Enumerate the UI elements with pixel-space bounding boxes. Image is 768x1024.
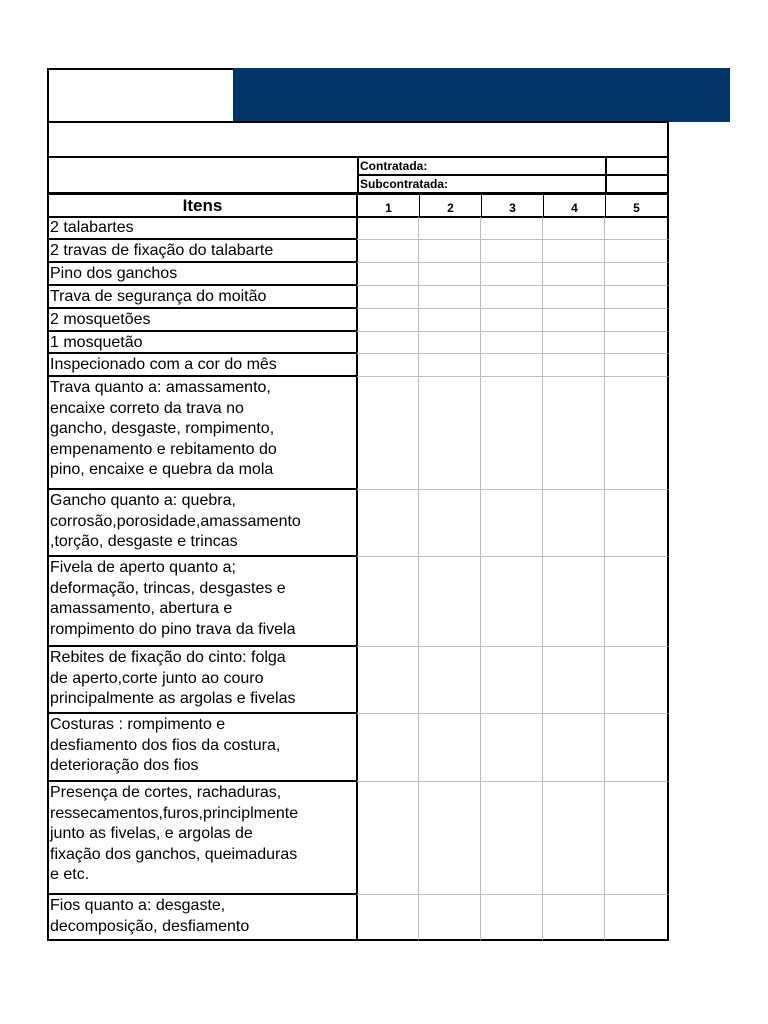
check-cell[interactable] — [419, 286, 481, 309]
item-label: Presença de cortes, rachaduras, ressecamentos,furos,principlmente junto as fivelas, e argolas de fixação dos ganchos, queimaduras e etc. — [47, 782, 358, 895]
check-cell[interactable] — [419, 217, 481, 240]
check-cell[interactable] — [605, 557, 669, 647]
check-cell[interactable] — [419, 354, 481, 377]
item-label: Pino dos ganchos — [47, 263, 358, 286]
check-cell[interactable] — [481, 354, 543, 377]
check-cell[interactable] — [357, 332, 419, 354]
check-cell[interactable] — [605, 263, 669, 286]
check-cell[interactable] — [605, 647, 669, 714]
check-cell[interactable] — [481, 714, 543, 782]
check-cell[interactable] — [543, 782, 605, 895]
contratada-label: Contratada: — [357, 156, 607, 176]
logo-area — [47, 68, 234, 123]
check-cell[interactable] — [419, 332, 481, 354]
check-cell[interactable] — [605, 490, 669, 557]
item-label: Costuras : rompimento e desfiamento dos fios da costura, deterioração dos fios — [47, 714, 358, 782]
check-cell[interactable] — [357, 286, 419, 309]
check-cell[interactable] — [481, 490, 543, 557]
check-cell[interactable] — [419, 490, 481, 557]
check-cell[interactable] — [543, 217, 605, 240]
check-cell[interactable] — [543, 309, 605, 332]
check-cell[interactable] — [481, 557, 543, 647]
check-cell[interactable] — [419, 377, 481, 490]
check-cell[interactable] — [419, 240, 481, 263]
subcontratada-value[interactable] — [605, 174, 669, 194]
check-cell[interactable] — [357, 354, 419, 377]
item-label: 2 travas de fixação do talabarte — [47, 240, 358, 263]
item-label: Fivela de aperto quanto a; deformação, trincas, desgastes e amassamento, abertura e rompimento do pino trava da fivela — [47, 557, 358, 647]
check-cell[interactable] — [419, 309, 481, 332]
check-cell[interactable] — [419, 647, 481, 714]
item-label: Fios quanto a: desgaste, decomposição, desfiamento — [47, 895, 358, 941]
check-cell[interactable] — [481, 263, 543, 286]
check-cell[interactable] — [481, 309, 543, 332]
item-label: Trava quanto a: amassamento, encaixe correto da trava no gancho, desgaste, rompimento, empenamento e rebitamento do pino, encaixe e quebra da mola — [47, 377, 358, 490]
item-label: Trava de segurança do moitão — [47, 286, 358, 309]
check-cell[interactable] — [419, 263, 481, 286]
check-cell[interactable] — [357, 377, 419, 490]
check-cell[interactable] — [543, 714, 605, 782]
check-cell[interactable] — [605, 332, 669, 354]
item-label: Rebites de fixação do cinto: folga de aperto,corte junto ao couro principalmente as argolas e fivelas — [47, 647, 358, 714]
check-cell[interactable] — [543, 377, 605, 490]
check-cell[interactable] — [605, 240, 669, 263]
check-cell[interactable] — [481, 217, 543, 240]
check-cell[interactable] — [481, 240, 543, 263]
check-cell[interactable] — [419, 714, 481, 782]
check-cell[interactable] — [543, 240, 605, 263]
check-cell[interactable] — [605, 895, 669, 941]
check-cell[interactable] — [419, 557, 481, 647]
check-cell[interactable] — [357, 217, 419, 240]
check-cell[interactable] — [543, 286, 605, 309]
check-cell[interactable] — [543, 895, 605, 941]
title-row — [47, 121, 669, 157]
check-cell[interactable] — [357, 309, 419, 332]
check-cell[interactable] — [605, 286, 669, 309]
check-cell[interactable] — [481, 895, 543, 941]
items-column-header: Itens — [47, 193, 358, 218]
column-header-1: 1 — [357, 193, 420, 218]
check-cell[interactable] — [357, 714, 419, 782]
check-cell[interactable] — [605, 782, 669, 895]
subcontratada-label: Subcontratada: — [357, 174, 607, 194]
check-cell[interactable] — [481, 286, 543, 309]
check-cell[interactable] — [357, 240, 419, 263]
check-cell[interactable] — [357, 263, 419, 286]
contratada-value[interactable] — [605, 156, 669, 176]
item-label: Inspecionado com a cor do mês — [47, 354, 358, 377]
check-cell[interactable] — [543, 263, 605, 286]
info-left-blank — [47, 156, 358, 194]
check-cell[interactable] — [481, 782, 543, 895]
check-cell[interactable] — [543, 490, 605, 557]
check-cell[interactable] — [357, 490, 419, 557]
check-cell[interactable] — [605, 309, 669, 332]
check-cell[interactable] — [357, 557, 419, 647]
check-cell[interactable] — [419, 782, 481, 895]
check-cell[interactable] — [481, 647, 543, 714]
header-banner — [233, 68, 730, 122]
check-cell[interactable] — [481, 377, 543, 490]
check-cell[interactable] — [481, 332, 543, 354]
check-cell[interactable] — [605, 217, 669, 240]
check-cell[interactable] — [543, 332, 605, 354]
check-cell[interactable] — [357, 895, 419, 941]
check-cell[interactable] — [357, 647, 419, 714]
column-header-2: 2 — [419, 193, 482, 218]
column-header-5: 5 — [605, 193, 669, 218]
check-cell[interactable] — [357, 782, 419, 895]
check-cell[interactable] — [543, 354, 605, 377]
check-cell[interactable] — [543, 557, 605, 647]
check-cell[interactable] — [419, 895, 481, 941]
column-header-3: 3 — [481, 193, 544, 218]
column-header-4: 4 — [543, 193, 606, 218]
check-cell[interactable] — [605, 354, 669, 377]
check-cell[interactable] — [543, 647, 605, 714]
item-label: Gancho quanto a: quebra, corrosão,porosidade,amassamento ,torção, desgaste e trincas — [47, 490, 358, 557]
item-label: 2 mosquetões — [47, 309, 358, 332]
item-label: 2 talabartes — [47, 217, 358, 240]
item-label: 1 mosquetão — [47, 332, 358, 354]
check-cell[interactable] — [605, 377, 669, 490]
check-cell[interactable] — [605, 714, 669, 782]
